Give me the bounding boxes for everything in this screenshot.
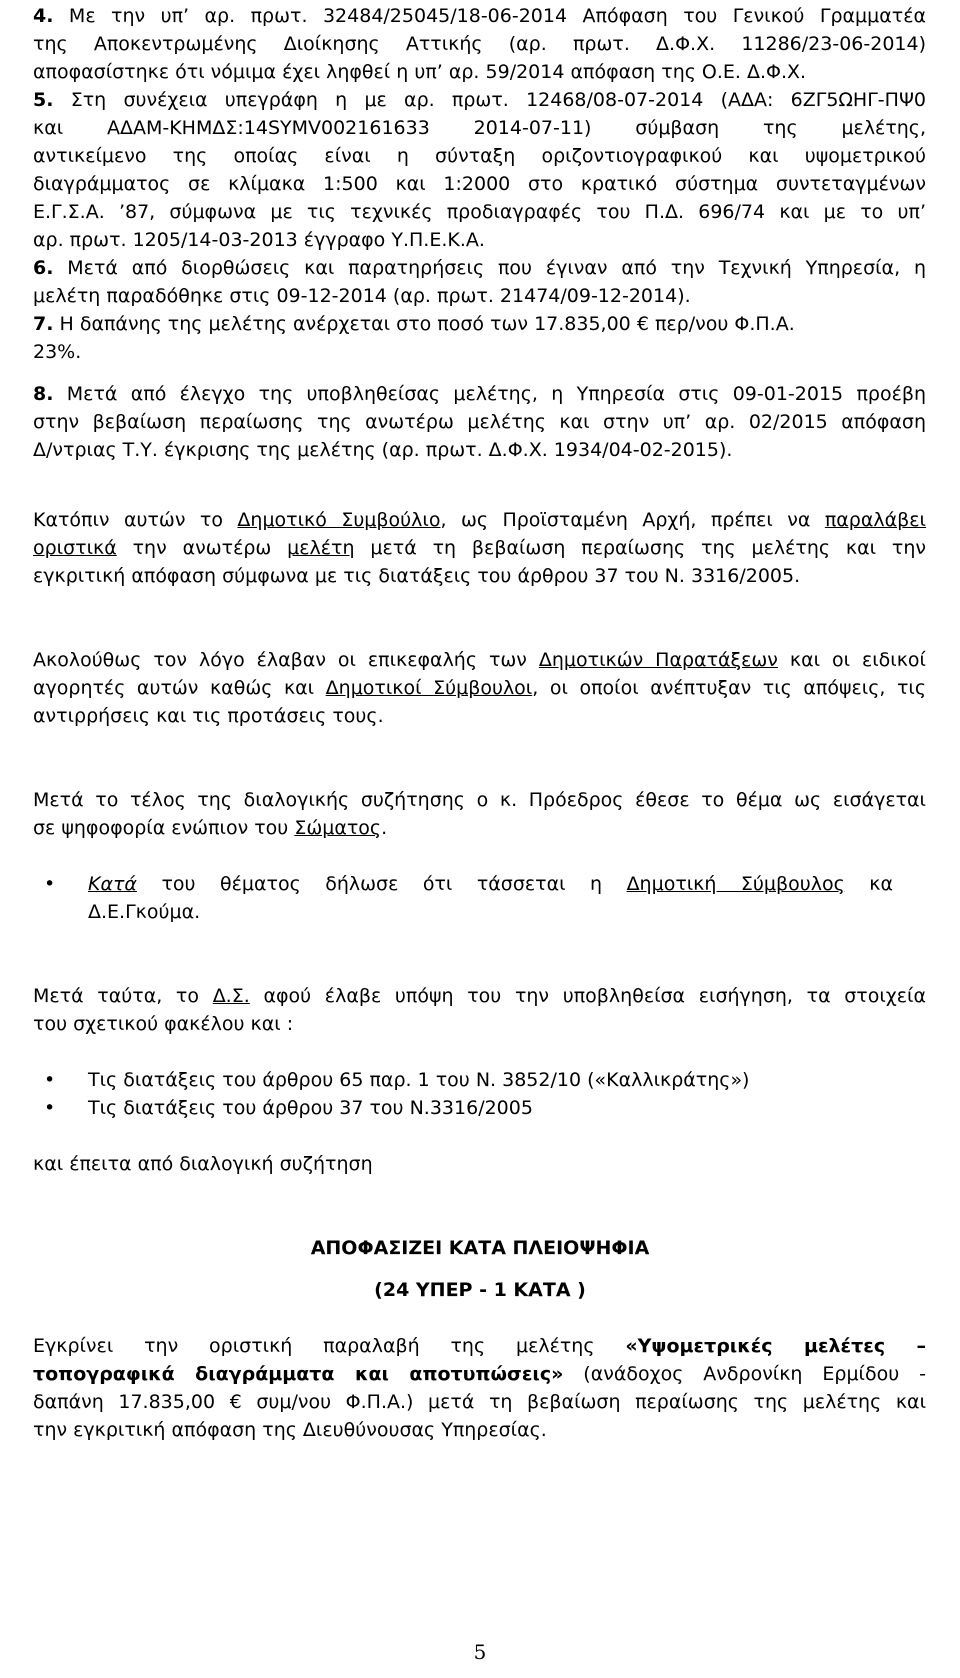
final-term: οριστικά bbox=[33, 537, 117, 559]
bullet-icon: • bbox=[44, 1097, 56, 1119]
item-5-line-1 bbox=[33, 86, 926, 114]
para-1-text-c: την ανωτέρω bbox=[116, 537, 288, 559]
municipal-factions-term: Δημοτικών Παρατάξεων bbox=[538, 649, 778, 671]
page-number: 5 bbox=[473, 1640, 487, 1664]
para-1-line-3: εγκριτική απόφαση σύμφωνα με τις διατάξεις του άρθρου 37 του Ν. 3316/2005. bbox=[33, 565, 801, 587]
para-4-text-a: Μετά ταύτα, το bbox=[33, 985, 213, 1007]
item-5-text-1: Στη συνέχεια υπεγράφη η με αρ. πρωτ. 12468/08-07-2014 (ΑΔΑ: 6ΖΓ5ΩΗΓ-ΠΨ0 bbox=[70, 89, 926, 111]
bullet-icon: • bbox=[44, 873, 56, 895]
council-abbr-term: Δ.Σ. bbox=[212, 985, 250, 1007]
municipal-councillor-term: Δημοτική Σύμβουλος bbox=[626, 873, 845, 895]
para-5: και έπειτα από διαλογική συζήτηση bbox=[33, 1153, 373, 1175]
provision-item-2: Τις διατάξεις του άρθρου 37 του Ν.3316/2005 bbox=[88, 1097, 533, 1119]
receive-term: παραλάβει bbox=[824, 509, 926, 531]
final-line-2 bbox=[33, 1360, 926, 1388]
item-4-text-1: Με την υπ’ αρ. πρωτ. 32484/25045/18-06-2014 Απόφαση του Γενικού Γραμματέα bbox=[68, 5, 926, 27]
vote-line-2: Δ.Ε.Γκούμα. bbox=[88, 901, 201, 923]
para-2-text-d: , οι οποίοι ανέπτυξαν τις απόψεις, τις bbox=[532, 677, 926, 699]
item-4-line-1 bbox=[33, 2, 926, 30]
para-4-line-1 bbox=[33, 982, 926, 1010]
final-text-a: Εγκρίνει την οριστική παραλαβή της μελέτης bbox=[33, 1335, 626, 1357]
para-1-text-d: μετά τη βεβαίωση περαίωσης της μελέτης και την bbox=[354, 537, 926, 559]
final-line-1 bbox=[33, 1332, 926, 1360]
municipal-councillors-term: Δημοτικοί Σύμβουλοι bbox=[325, 677, 533, 699]
study-title-part-2: τοπογραφικά διαγράμματα και αποτυπώσεις» bbox=[33, 1363, 564, 1385]
item-8-line-1 bbox=[33, 380, 926, 408]
item-5-line-6: αρ. πρωτ. 1205/14-03-2013 έγγραφο Υ.Π.Ε.Κ.Α. bbox=[33, 229, 485, 251]
para-4-line-2: του σχετικού φακέλου και : bbox=[33, 1013, 294, 1035]
euro-icon: € bbox=[636, 313, 649, 335]
para-3-text-b: . bbox=[381, 817, 388, 839]
item-6-line-1 bbox=[33, 254, 926, 282]
item-7-line-1 bbox=[33, 310, 926, 338]
final-line-3 bbox=[33, 1388, 926, 1416]
item-8-text-1: Μετά από έλεγχο της υποβληθείσας μελέτης, η Υπηρεσία στις 09-01-2015 προέβη bbox=[66, 383, 927, 405]
study-term: μελέτη bbox=[287, 537, 355, 559]
study-title-part-1: «Υψομετρικές μελέτες – bbox=[625, 1335, 927, 1357]
item-7-text-b: περ/νου Φ.Π.Α. bbox=[654, 313, 795, 335]
bullet-icon: • bbox=[44, 1069, 56, 1091]
item-4-number: 4. bbox=[33, 5, 54, 27]
para-2-line-3: αντιρρήσεις και τις προτάσεις τους. bbox=[33, 705, 384, 727]
item-7-line-2: 23%. bbox=[33, 341, 82, 363]
item-8-line-3: Δ/ντριας Τ.Υ. έγκρισης της μελέτης (αρ. πρωτ. Δ.Φ.Χ. 1934/04-02-2015). bbox=[33, 439, 733, 461]
item-6-line-2: μελέτη παραδόθηκε στις 09-12-2014 (αρ. πρωτ. 21474/09-12-2014). bbox=[33, 285, 691, 307]
final-text-b: (ανάδοχος Ανδρονίκη Ερμίδου - bbox=[563, 1363, 926, 1385]
final-text-d: συμ/νου Φ.Π.Α.) μετά τη βεβαίωση περαίωσης της μελέτης και bbox=[256, 1391, 926, 1413]
item-6-text-1: Μετά από διορθώσεις και παρατηρήσεις που έγιναν από την Τεχνική Υπηρεσία, η bbox=[67, 257, 926, 279]
item-5-line-4: διαγράμματος σε κλίμακα 1:500 και 1:2000 στο κρατικό σύστημα συντεταγμένων bbox=[33, 173, 926, 195]
item-8-number: 8. bbox=[33, 383, 54, 405]
euro-icon: € bbox=[229, 1391, 242, 1413]
final-line-4: την εγκριτική απόφαση της Διευθύνουσας Υπηρεσίας. bbox=[33, 1419, 547, 1441]
final-text-c: δαπάνη 17.835,00 bbox=[33, 1391, 216, 1413]
item-5-number: 5. bbox=[33, 89, 54, 111]
item-8-line-2: στην βεβαίωση περαίωσης της ανωτέρω μελέτης και στην υπ’ αρ. 02/2015 απόφαση bbox=[33, 411, 926, 433]
item-4-line-3: αποφασίστηκε ότι νόμιμα έχει ληφθεί η υπ’ αρ. 59/2014 απόφαση της Ο.Ε. Δ.Φ.Χ. bbox=[33, 61, 807, 83]
provision-item-1: Τις διατάξεις του άρθρου 65 παρ. 1 του Ν. 3852/10 («Καλλικράτης») bbox=[88, 1069, 750, 1091]
item-7-number: 7. bbox=[33, 313, 54, 335]
para-3-line-1: Μετά το τέλος της διαλογικής συζήτησης ο κ. Πρόεδρος έθεσε το θέμα ως εισάγεται bbox=[33, 789, 926, 811]
item-4-line-2: της Αποκεντρωμένης Διοίκησης Αττικής (αρ. πρωτ. Δ.Φ.Χ. 11286/23-06-2014) bbox=[33, 33, 926, 55]
para-2-line-1 bbox=[33, 646, 926, 674]
decision-title: ΑΠΟΦΑΣΙΖΕΙ ΚΑΤΑ ΠΛΕΙΟΨΗΦΙΑ bbox=[310, 1237, 650, 1259]
item-5-line-3: αντικείμενο της οποίας είναι η σύνταξη οριζοντιογραφικού και υψομετρικού bbox=[33, 145, 926, 167]
para-2-text-b: και οι ειδικοί bbox=[777, 649, 926, 671]
para-2-line-2 bbox=[33, 674, 926, 702]
para-3-line-2 bbox=[33, 814, 926, 842]
vote-text-a: του θέματος δήλωσε ότι τάσσεται η bbox=[136, 873, 627, 895]
item-5-line-5: Ε.Γ.Σ.Α. ’87, σύμφωνα με τις τεχνικές προδιαγραφές του Π.Δ. 696/74 και με το υπ’ bbox=[33, 201, 926, 223]
vote-line-1 bbox=[88, 870, 893, 898]
item-5-line-2: και ΑΔΑΜ-ΚΗΜΔΣ:14SYMV002161633 2014-07-11) σύμβαση της μελέτης, bbox=[33, 117, 926, 139]
city-council-term: Δημοτικό Συμβούλιο bbox=[237, 509, 441, 531]
body-term: Σώματος bbox=[294, 817, 382, 839]
decision-votes: (24 ΥΠΕΡ - 1 ΚΑΤΑ ) bbox=[374, 1279, 586, 1301]
para-2-text-a: Ακολούθως τον λόγο έλαβαν οι επικεφαλής των bbox=[33, 649, 539, 671]
para-1-text-a: Κατόπιν αυτών το bbox=[33, 509, 238, 531]
item-7-text-a: Η δαπάνης της μελέτης ανέρχεται στο ποσό των 17.835,00 bbox=[59, 313, 631, 335]
para-1-line-2 bbox=[33, 534, 926, 562]
para-2-text-c: αγορητές αυτών καθώς και bbox=[33, 677, 326, 699]
vote-text-b: κα bbox=[844, 873, 893, 895]
para-1-line-1 bbox=[33, 506, 926, 534]
item-6-number: 6. bbox=[33, 257, 54, 279]
para-3-text-a: σε ψηφοφορία ενώπιον του bbox=[33, 817, 295, 839]
para-4-text-b: αφού έλαβε υπόψη του την υποβληθείσα εισήγηση, τα στοιχεία bbox=[249, 985, 926, 1007]
against-term: Κατά bbox=[88, 873, 137, 895]
para-1-text-b: , ως Προϊσταμένη Αρχή, πρέπει να bbox=[440, 509, 825, 531]
